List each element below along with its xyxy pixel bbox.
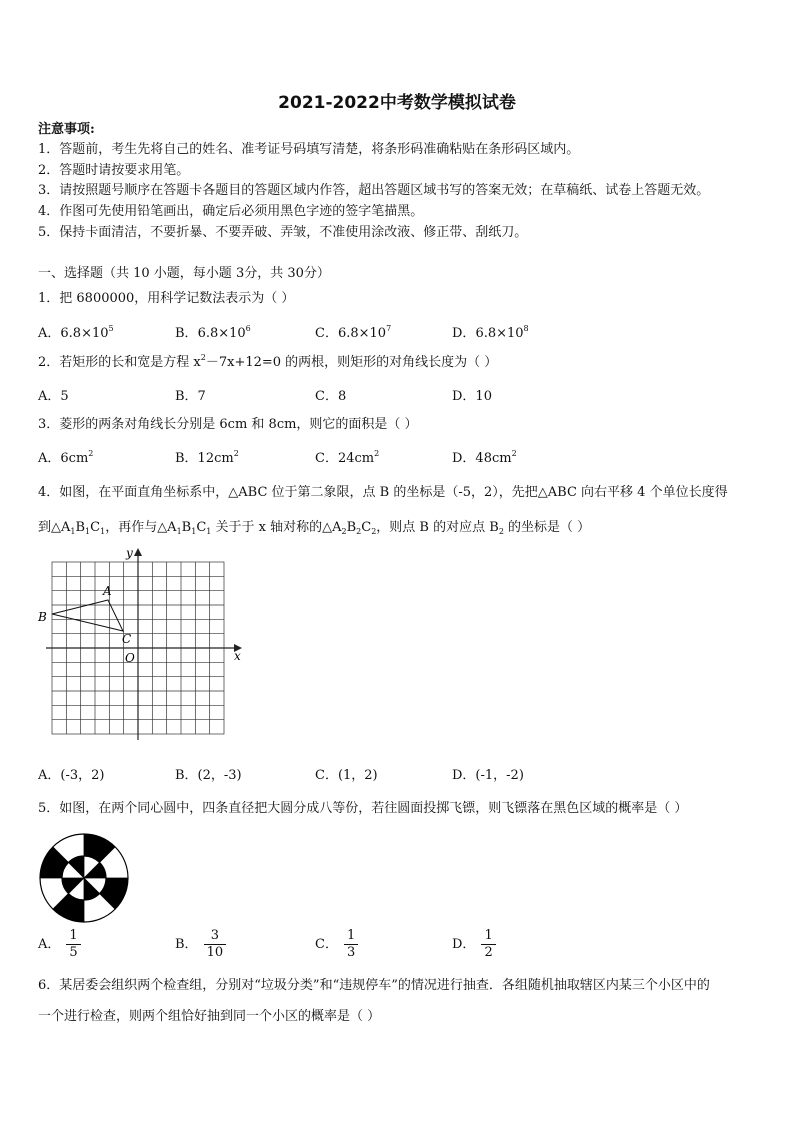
question-5-stem: 5．如图，在两个同心圆中，四条直径把大圆分成八等份，若往圆面投掷飞镖，则飞镖落在黑色区域的概率是（ ） [38, 801, 688, 816]
inner-black-sector [68, 856, 84, 878]
option-d[interactable]: D．$6.8\times 10^8$ [452, 324, 529, 341]
outer-black-sector [40, 847, 68, 878]
fraction: $\frac{3}{10}$ [204, 928, 227, 961]
option-c[interactable]: C．$6.8\times 10^7$ [315, 324, 392, 341]
outer-black-sector [100, 878, 128, 909]
question-2-options [38, 385, 758, 405]
note-item: 3．请按照题号顺序在答题卡各题目的答题区域内作答，超出答题区域书写的答案无效；在草稿纸、试卷上答题无效。 [38, 183, 710, 198]
section-heading: 一、选择题（共 10 小题，每小题 3分，共 30分） [38, 266, 330, 281]
fraction: $\frac{1}{5}$ [66, 928, 80, 961]
option-a[interactable]: A．(-3，2) [38, 768, 105, 783]
question-4-stem-line2: 到$\triangle A_1B_1C_1$，再作与$\triangle A_1B_1C_1$ 关于于 x 轴对称的$\triangle A_2B_2C_2$，则点 B 的对应点 $B_2$ 的坐标是（ ） [38, 520, 591, 536]
outer-black-sector [84, 834, 115, 862]
option-a[interactable]: A．5 [38, 389, 69, 404]
inner-black-sector [62, 878, 84, 894]
option-c[interactable]: C． $\frac{1}{3}$ [315, 928, 358, 961]
outer-black-sector [53, 894, 84, 922]
question-3-options [38, 447, 758, 467]
question-6-stem-line1: 6．某居委会组织两个检查组，分别对“垃圾分类”和“违规停车”的情况进行抽查．各组随机抽取辖区内某三个小区中的 [38, 978, 710, 993]
fraction: $\frac{1}{2}$ [481, 928, 495, 961]
question-3-stem: 3．菱形的两条对角线长分别是 6cm 和 8cm，则它的面积是（ ） [38, 417, 418, 432]
point-b-label: B [38, 610, 47, 624]
origin-label: O [125, 651, 135, 665]
point-a-label: A [103, 584, 112, 598]
coordinate-grid-figure [36, 544, 248, 740]
inner-black-sector [84, 862, 106, 878]
note-item: 5．保持卡面清洁，不要折暴、不要弄破、弄皱，不准使用涂改液、修正带、刮纸刀。 [38, 225, 528, 240]
option-b[interactable]: B．$12cm^2$ [175, 449, 239, 466]
question-6-stem-line2: 一个进行检查，则两个组恰好抽到同一个小区的概率是（ ） [38, 1009, 381, 1024]
dartboard-figure [36, 830, 132, 926]
option-c[interactable]: C．$24cm^2$ [315, 449, 380, 466]
option-b[interactable]: B． $\frac{3}{10}$ [175, 928, 226, 961]
point-c-label: C [122, 632, 132, 646]
notes-heading: 注意事项: [38, 122, 95, 137]
option-b[interactable]: B．$6.8\times 10^6$ [175, 324, 251, 341]
option-a[interactable]: A． $\frac{1}{5}$ [38, 928, 81, 961]
note-item: 2．答题时请按要求用笔。 [38, 163, 190, 178]
x-axis-label: x [234, 649, 241, 663]
question-1-options [38, 322, 758, 342]
inner-black-sector [84, 878, 100, 900]
y-axis-label: y [126, 546, 133, 560]
option-c[interactable]: C．(1，2) [315, 768, 378, 783]
exam-title: 2021-2022中考数学模拟试卷 [278, 93, 516, 113]
fraction: $\frac{1}{3}$ [344, 928, 358, 961]
option-d[interactable]: D．10 [452, 389, 492, 404]
option-d[interactable]: D．(-1，-2) [452, 768, 524, 783]
note-item: 4．作图可先使用铅笔画出，确定后必须用黑色字迹的签字笔描黑。 [38, 204, 424, 219]
option-c[interactable]: C．8 [315, 389, 347, 404]
question-1-stem: 1．把 6800000，用科学记数法表示为（ ） [38, 291, 295, 306]
y-axis-arrow [134, 548, 142, 556]
question-2-stem: 2．若矩形的长和宽是方程 $x^2-7x+12=0$ 的两根，则矩形的对角线长度为（ ） [38, 353, 498, 370]
option-a[interactable]: A．$6.8\times 10^5$ [38, 324, 114, 341]
option-b[interactable]: B．(2，-3) [175, 768, 242, 783]
question-4-stem-line1: 4．如图，在平面直角坐标系中，△ABC 位于第二象限，点 B 的坐标是（-5，2），先把△ABC 向右平移 4 个单位长度得 [38, 485, 728, 500]
option-d[interactable]: D． $\frac{1}{2}$ [452, 928, 496, 961]
note-item: 1．答题前，考生先将自己的姓名、准考证号码填写清楚，将条形码准确粘贴在条形码区域内。 [38, 142, 580, 157]
option-d[interactable]: D．$48cm^2$ [452, 449, 517, 466]
option-a[interactable]: A．$6cm^2$ [38, 449, 94, 466]
question-5-options [38, 928, 758, 972]
question-4-options [38, 764, 758, 784]
option-b[interactable]: B．7 [175, 389, 206, 404]
